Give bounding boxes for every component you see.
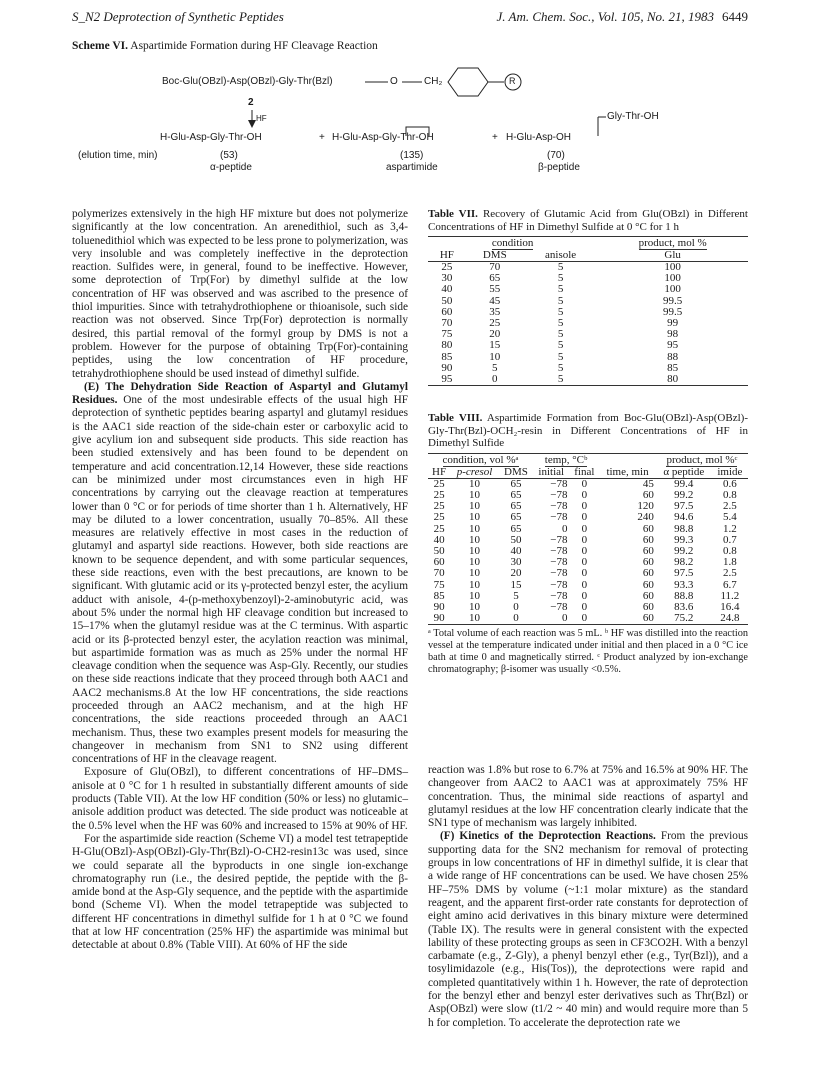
table7-cell: 90	[441, 361, 453, 374]
table7-cell: 20	[489, 328, 501, 341]
table7-cell: 99.5	[663, 294, 683, 307]
table8-cell: 10	[469, 488, 481, 501]
table8-cell: 0.6	[722, 477, 737, 490]
table8-cell: −78	[550, 578, 568, 591]
table8-cell: 75.2	[656, 613, 712, 625]
table7-body	[428, 262, 748, 386]
table7-row	[428, 329, 748, 340]
table7-cell: 98	[667, 328, 679, 341]
table8-cell: −78	[550, 600, 568, 613]
scheme-resin-label: R	[509, 76, 516, 86]
table8-cell: 30	[510, 556, 522, 569]
arrowhead	[248, 120, 256, 128]
table8-cell: 99.2	[674, 488, 694, 501]
table8-cell: 99.4	[674, 477, 694, 490]
table8-cell: 240	[637, 511, 654, 524]
scheme-time-alpha: (53)	[220, 150, 238, 161]
table8-cell: 0	[581, 500, 588, 513]
table8-cell: 60	[642, 589, 654, 602]
table7-cell: 5	[557, 294, 564, 307]
paragraph	[72, 381, 408, 767]
table8-cell: 60	[642, 522, 654, 535]
scheme-alpha-peptide: H-Glu-Asp-Gly-Thr-OH	[160, 132, 262, 143]
table8-cell: 60	[642, 567, 654, 580]
scheme-plus: +	[492, 132, 498, 143]
table7-row	[428, 374, 748, 386]
table8-cell: 0	[513, 600, 519, 613]
table8-cell: −78	[550, 477, 568, 490]
table7	[428, 236, 748, 386]
table7-label: Table VII.	[428, 208, 478, 220]
table8-cell: −78	[550, 556, 568, 569]
table7-cell: 5	[557, 305, 564, 318]
table8-caption	[428, 412, 748, 450]
scheme-time-imide: (135)	[400, 150, 424, 161]
table7-cell: 95	[667, 339, 679, 352]
table7-group-condition: condition	[428, 237, 597, 250]
table7-row	[428, 262, 748, 274]
table8-cell: 25	[433, 488, 445, 501]
table8-cell: 0	[581, 567, 588, 580]
table7-cell: 99	[667, 317, 679, 330]
table8-title: Aspartimide Formation from Boc-Glu(OBzl)-Asp(OBzl)-Gly-Thr(Bzl)-OCH₂-resin in Different Concentrations of HF in Dimethyl Sulfide	[428, 412, 748, 450]
scheme-beta-branch: Gly-Thr-OH	[607, 111, 659, 122]
table8-cell: 97.5	[674, 500, 694, 513]
table8-cell: −78	[550, 544, 568, 557]
table8-cell: 0	[581, 544, 588, 557]
table8-cell: 0	[533, 613, 569, 625]
table8-cell: 10	[450, 613, 499, 625]
table7-col-glu: Glu	[597, 249, 748, 262]
table8-cell: 0	[581, 600, 588, 613]
table8-cell: 93.3	[674, 578, 694, 591]
scheme-time-beta: (70)	[547, 150, 565, 161]
table7-cell: 5	[524, 374, 597, 386]
table8-cell: 10	[469, 500, 481, 513]
paragraph: reaction was 1.8% but rose to 6.7% at 75% and 16.5% at 90% HF. The changeover from AAC2 to AAC1 was at approximately 75% HF concentration. Thus, the minimal side reactions of aspartyl and glutamyl residues at the low HF concentration clearly indicate that the SN1 type of mechanism was largely inhibited.	[428, 764, 748, 830]
table8-cell: 85	[433, 589, 445, 602]
table7-cell: 10	[489, 350, 501, 363]
table8-cell: 99.2	[674, 544, 694, 557]
table7-col-anisole: anisole	[524, 249, 597, 262]
table7-cell: 70	[489, 261, 501, 273]
table8-cell: 0	[581, 488, 588, 501]
table7-row	[428, 273, 748, 284]
table7-cell: 5	[557, 328, 564, 341]
table8-cell: 60	[642, 556, 654, 569]
table7-cell: 70	[441, 317, 453, 330]
table8-cell: 10	[469, 477, 481, 490]
table8-cell: 10	[469, 567, 481, 580]
table8-cell: 0	[581, 556, 588, 569]
table8-cell: 11.2	[720, 589, 740, 602]
table7-cell: 100	[664, 283, 681, 296]
table8-cell: 15	[510, 578, 522, 591]
table7-row	[428, 363, 748, 374]
table8-cell: 0	[499, 613, 533, 625]
table7-cell: 5	[557, 339, 564, 352]
table8-cell: 10	[469, 544, 481, 557]
table8-cell: 25	[433, 477, 445, 490]
table7-cell: 5	[557, 317, 564, 330]
table8-cell: 40	[510, 544, 522, 557]
table8-cell: 60	[599, 613, 656, 625]
paragraph: For the aspartimide side reaction (Scheme VI) a model test tetrapeptide H-Glu(OBzl)-Asp(OBzl)-Gly-Thr(Bzl)-O-CH2-resin13c was used, since we could separate all the byproducts in one single ion-exchange chromatography run (i.e., the desired peptide, the peptide with the β-amide bond at the Asp-Gly sequence, and the peptide with the aspartimide bond (Scheme VI). When the model tetrapeptide was subjected to different HF concentrations in dimethyl sulfide for 1 h at 0 °C we found that at low HF concentration (25% HF) the aspartimide was minimal but detectable at about 0.8% (Table VIII). At 60% of HF the side	[72, 832, 408, 952]
table8-cell: 1.2	[722, 522, 737, 535]
table7-cell: 60	[441, 305, 453, 318]
table7-cell: 65	[489, 272, 501, 285]
table7-cell: 88	[667, 350, 679, 363]
table8-cell: 0	[569, 613, 599, 625]
table7-row	[428, 296, 748, 307]
table8-cell: 98.2	[674, 556, 694, 569]
table8-cell: 10	[469, 556, 481, 569]
table8-cell: 99.3	[674, 533, 694, 546]
table8-cell: −78	[550, 488, 568, 501]
table8-cell: 0.8	[722, 544, 737, 557]
scheme-compound-number: 2	[248, 97, 254, 108]
table8-group-product: product, mol %ᶜ	[656, 453, 748, 466]
page-number: 6449	[722, 9, 748, 24]
scheme-label: Scheme VI.	[72, 40, 129, 52]
table7-col-dms: DMS	[466, 249, 524, 262]
benzene-ring	[448, 68, 488, 96]
table7-cell: 85	[441, 350, 453, 363]
table8-col-hf: HF	[428, 466, 450, 479]
scheme-name-imide: aspartimide	[386, 162, 438, 173]
table7-row	[428, 284, 748, 295]
table7-cell: 5	[557, 361, 564, 374]
paragraph: polymerizes extensively in the high HF mixture but does not polymerize significantly at the low concentration. An arenedithiol, such as 3,4-toluenedithiol which was expected to be less prone to polymerization, was very insoluble and was completely ineffective in the deprotection reaction. Sulfides were, in general, found to be ineffective. However, some deprotection of Trp(For) by dimethyl sulfide at the low concentration of HF was observed and was ascribed to the presence of thiol impurities. Since with tetrahydrothiophene or thioanisole, such side reaction was not observed. Since Trp(For) deprotection is normally desired, this partial removal of the formyl group by DMS is not a problem. However for the purpose of obtaining Trp(For)-containing peptides, using the low concentration of HF procedure, tetrahydrothiophene should be used instead of dimethyl sulfide.	[72, 208, 408, 380]
table7-cell: 50	[441, 294, 453, 307]
table7-cell: 100	[664, 272, 681, 285]
paragraph	[428, 830, 748, 1029]
table8-cell: 90	[433, 600, 445, 613]
table7-row	[428, 318, 748, 329]
table8-cell: 10	[469, 522, 481, 535]
table8-cell: 65	[510, 488, 522, 501]
table8-body	[428, 478, 748, 625]
table8-col-initial: initial	[533, 466, 569, 479]
table7-cell: 45	[489, 294, 501, 307]
table8-cell: 94.6	[674, 511, 694, 524]
table8-cell: 65	[510, 500, 522, 513]
table8-cell: 25	[433, 522, 445, 535]
table8-label: Table VIII.	[428, 412, 483, 425]
table8-cell: 98.8	[674, 522, 694, 535]
table7-row	[428, 352, 748, 363]
scheme-elution-label: (elution time, min)	[78, 150, 158, 161]
table7-cell: 30	[441, 272, 453, 285]
scheme-linker-oxygen: O	[390, 76, 398, 87]
table8-cell: 60	[642, 544, 654, 557]
table7-cell: 55	[489, 283, 501, 296]
table8-cell: 5	[513, 589, 519, 602]
table8-cell: 20	[510, 567, 522, 580]
table8-cell: 45	[642, 477, 654, 490]
table8-cell: 90	[428, 613, 450, 625]
table8-cell: 60	[642, 600, 654, 613]
scheme-ch2: CH₂	[424, 76, 443, 87]
table8-col-final: final	[569, 466, 599, 479]
table8-cell: 75	[433, 578, 445, 591]
table8-cell: 50	[510, 533, 522, 546]
table8-row	[428, 568, 748, 579]
table7-cell: 5	[557, 350, 564, 363]
table7-cell: 99.5	[663, 305, 683, 318]
table8-cell: 65	[510, 522, 522, 535]
left-column	[72, 208, 408, 953]
table8-cell: 0	[561, 522, 568, 535]
table8-cell: −78	[550, 589, 568, 602]
table8-group-temp: temp, °Cᵇ	[533, 453, 599, 466]
right-column	[428, 764, 748, 1030]
table8-cell: 5.4	[722, 511, 737, 524]
table7-cell: 5	[557, 272, 564, 285]
table8-cell: −78	[550, 500, 568, 513]
table8-row	[428, 613, 748, 625]
table8-cell: 10	[469, 600, 481, 613]
table7-cell: 15	[489, 339, 501, 352]
table7-cell: 5	[557, 283, 564, 296]
table8-cell: 120	[637, 500, 654, 513]
scheme-caption: Aspartimide Formation during HF Cleavage Reaction	[130, 40, 378, 52]
table7-cell: 85	[667, 361, 679, 374]
table8-cell: 0	[581, 533, 588, 546]
table8-cell: 0.8	[722, 488, 737, 501]
table8	[428, 453, 748, 626]
table8-col-cresol: p-cresol	[450, 466, 499, 479]
table8-cell: 88.8	[674, 589, 694, 602]
table7-title: Recovery of Glutamic Acid from Glu(OBzl) in Different Concentrations of HF in Dimethyl Sulfide at 0 °C for 1 h	[428, 208, 748, 233]
table7-caption	[428, 208, 748, 233]
table8-cell: −78	[550, 567, 568, 580]
table7-cell: 0	[466, 374, 524, 386]
journal-citation	[497, 9, 749, 25]
table7-cell: 80	[441, 339, 453, 352]
scheme-diagram	[78, 58, 720, 190]
table8-row	[428, 512, 748, 523]
table8-cell: 60	[433, 556, 445, 569]
table8-cell: 0	[581, 578, 588, 591]
table8-cell: 60	[642, 488, 654, 501]
table7-cell: 35	[489, 305, 501, 318]
journal-name: J. Am. Chem. Soc., Vol. 105, No. 21, 1983	[496, 9, 714, 24]
running-header	[72, 9, 748, 27]
table7-cell: 5	[557, 261, 564, 273]
table8-cell: 10	[469, 589, 481, 602]
table8-cell: 1.8	[722, 556, 737, 569]
scheme-title	[72, 40, 378, 52]
table8-cell: 83.6	[674, 600, 694, 613]
table8-col-time: time, min	[599, 453, 656, 478]
table8-cell: 50	[433, 544, 445, 557]
table8-cell: 65	[510, 511, 522, 524]
scheme-reagent: HF	[256, 114, 267, 123]
paragraph-body: One of the most undesirable effects of the usual high HF deprotection of synthetic peptides bearing aspartyl and glutamyl residues is the AAC1 side reaction of the side-chain ester or carboxylic acid to give acylium ion and subsequent side products. This side reaction has been studied extensively and has been found to be dependent on temperature and acid concentration.12,14 However, these side reactions can be minimized under most circumstances even in high HF concentrations by carrying out the cleavage reaction at temperatures lower than 0 °C or for periods of time shorter than 1 h. Alternatively, HF may be diluted to a lower concentration, usually 70–85%. All these measures are relatively effective in most cases in the reduction of glutamyl and aspartyl side reactions. However, both side reactions are known to be sequence dependent, and with some particular sequences, these side reactions, even with the best precautions, are known to be significant. With glutamic acid or its γ-protected benzyl ester, the acylium adduct with anisole, 4-(p-methoxybenzoyl)-2-aminobutyric acid, was about 5% under the normal high HF cleavage condition but increased to 15–17% when the glutamyl residue was at the C terminus. With aspartic acid or its β-protected benzyl ester, the acylation reaction was minimal, but aspartimide formation was as much as 25% under the normal HF cleavage condition when the sequence was Asp-Gly. Recently, our studies on these side reactions indicate that they proceed through both AAC1 and AAC2 mechanisms.8 At the low HF concentrations, the side reactions proceeded through an AAC2 mechanism, and at the high HF concentrations, the side reactions proceeded through an AAC1 mechanism. Thus, these two examples present models for measuring the changeover in mechanism from SN1 to SN2 using different concentrations of HF in the cleavage reagent.	[72, 394, 409, 766]
table8-cell: 0	[581, 477, 588, 490]
table7-group-product: product, mol %	[597, 237, 748, 250]
table7-cell: 100	[664, 261, 681, 273]
table8-cell: 25	[433, 511, 445, 524]
scheme-start-peptide: Boc-Glu(OBzl)-Asp(OBzl)-Gly-Thr(Bzl)	[162, 76, 333, 87]
table8-cell: 97.5	[674, 567, 694, 580]
table8-col-apep: α peptide	[656, 466, 712, 479]
scheme-beta-peptide: H-Glu-Asp-OH	[506, 132, 572, 143]
tables-area	[428, 208, 748, 676]
table8-cell: 60	[642, 578, 654, 591]
table8-cell: 0	[581, 589, 588, 602]
table8-cell: 0.7	[722, 533, 737, 546]
scheme-name-alpha: α-peptide	[210, 162, 252, 173]
scheme-aspartimide-peptide: H-Glu-Asp-Gly-Thr-OH	[332, 132, 434, 143]
table8-cell: −78	[550, 511, 568, 524]
table7-cell: 25	[489, 317, 501, 330]
table7-col-hf: HF	[428, 249, 466, 262]
paragraph-body: From the previous supporting data for the SN2 mechanism for removal of protecting groups in low concentrations of HF in dimethyl sulfide, it is clear that a wide range of HF concentrations can be used. We have chosen 25% HF–75% DMS by volume (~1:1 molar mixture) as the standard reagent, and the apparent first-order rate constants for deprotection of eight amino acid derivatives in this binary mixture were determined (Table IX). The results were in general consistent with the expected lability of these protecting groups as seen in CF3CO2H. With a benzyl carbamate (e.g., Z-Gly), a phenyl benzyl ether (e.g., Tyr(Bzl)), and a tosylimidazole (e.g., His(Tos)), the deprotections were rapid and completed quantitatively within 1 h. However, the rate of deprotection for the benzyl ether and benzyl ester derivatives such as Thr(Bzl) or Asp(OBzl) were slow (t1/2 ~ 40 min) and would require more than 5 h for completion. To accelerate the deprotection rate we	[428, 830, 748, 1029]
table8-col-imide: imide	[712, 466, 748, 479]
table7-cell: 75	[441, 328, 453, 341]
table8-cell: 24.8	[712, 613, 748, 625]
table8-col-dms: DMS	[499, 466, 533, 479]
table8-cell: 10	[469, 533, 481, 546]
table8-group-condition: condition, vol %ᵃ	[428, 453, 533, 466]
table7-cell: 40	[441, 283, 453, 296]
table7-row	[428, 340, 748, 351]
table8-cell: 60	[642, 533, 654, 546]
section-heading: (F) Kinetics of the Deprotection Reactions.	[440, 830, 656, 843]
table8-cell: 6.7	[722, 578, 737, 591]
table8-cell: 70	[433, 567, 445, 580]
table8-cell: 0	[581, 522, 588, 535]
section-heading: (E) The Dehydration Side Reaction of Aspartyl and Glutamyl Residues.	[72, 380, 408, 407]
table8-cell: −78	[550, 533, 568, 546]
scheme-plus: +	[319, 132, 325, 143]
table8-cell: 10	[469, 578, 481, 591]
table7-cell: 80	[597, 374, 748, 386]
table8-cell: 16.4	[720, 600, 740, 613]
table8-cell: 0	[581, 511, 588, 524]
paragraph: Exposure of Glu(OBzl), to different concentrations of HF–DMS–anisole at 0 °C for 1 h resulted in substantially different amounts of side products (Table VII). At the low HF condition (50% or less) no glutamic–anisole addition product was detected. The side product was noticeable at the 0.5% level when the HF was 60% and increased to 15% at 90% of HF.	[72, 766, 408, 832]
table8-cell: 2.5	[722, 567, 737, 580]
table8-cell: 40	[433, 533, 445, 546]
table7-cell: 25	[441, 261, 453, 273]
table7-row	[428, 307, 748, 318]
table7-cell: 95	[428, 374, 466, 386]
table8-cell: 65	[510, 477, 522, 490]
scheme-name-beta: β-peptide	[538, 162, 580, 173]
table8-cell: 10	[469, 511, 481, 524]
table8-cell: 2.5	[722, 500, 737, 513]
table8-cell: 25	[433, 500, 445, 513]
table7-cell: 5	[492, 361, 498, 374]
table8-footnote: ᵃ Total volume of each reaction was 5 mL. ᵇ HF was distilled into the reaction vessel at the temperature indicated under initial and then placed in a 0 °C ice bath at time 0 and magnetically stirred. ᶜ Product analyzed by ion-exchange chromatography; β-isomer was usually <0.5%.	[428, 628, 748, 676]
running-title: S_N2 Deprotection of Synthetic Peptides	[72, 9, 284, 24]
